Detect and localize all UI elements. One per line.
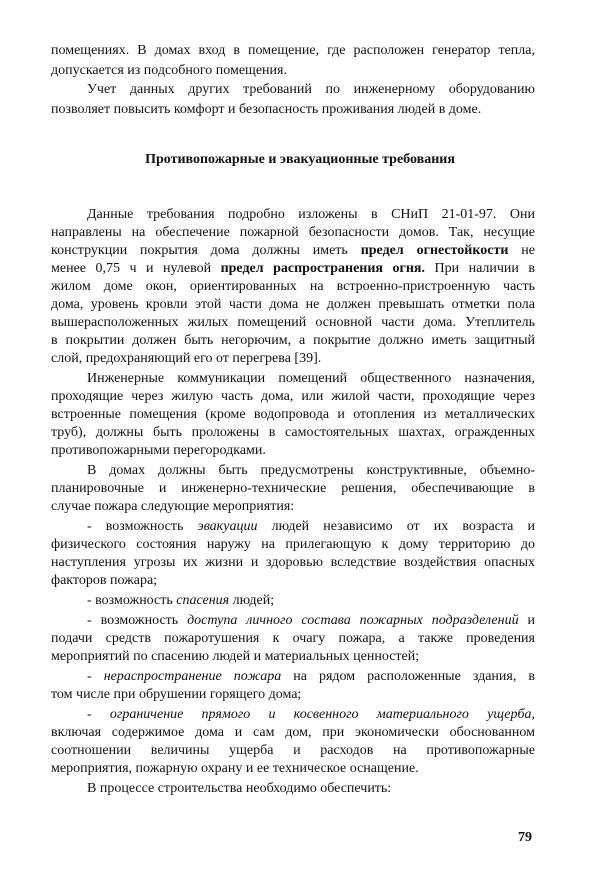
p1-line-4-text-c: При наличии в	[434, 261, 536, 276]
bullet-3-text-c: и	[527, 613, 536, 628]
intro-line-2: допускается из подсобного помещения.	[51, 63, 287, 78]
p1-line-8: в покрытии должен быть негорючим, а покрытие должно иметь защитный	[51, 333, 535, 348]
p2-line-1: Инженерные коммуникации помещений общественного назначения,	[87, 371, 535, 386]
p1-line-3-text-c: не	[521, 243, 536, 258]
fire-resistance-term: предел огнестойкости	[360, 243, 509, 258]
p1-line-9: слой, предохраняющий его от перегрева [39].	[51, 351, 322, 366]
intro-line-1: помещениях. В домах вход в помещение, где расположен генератор тепла,	[51, 43, 535, 58]
p3-line-1: В домах должны быть предусмотрены конструктивные, объемно-	[87, 463, 535, 478]
section-heading: Противопожарные и эвакуационные требования	[145, 152, 455, 167]
bullet-1-line-1	[87, 518, 535, 536]
bullet-3-text-a: - возможность	[87, 613, 179, 628]
bullet-5-line-4: мероприятия, пожарную охрану и ее техническое оснащение.	[51, 761, 419, 776]
rescue-term: спасения	[176, 593, 230, 608]
p1-line-5: жилом доме окон, ориентированных на встроенно-пристроенную часть	[51, 279, 535, 294]
p3-line-3: случае пожара следующие мероприятия:	[51, 499, 295, 514]
bullet-4-line-2: том числе при обрушении горящего дома;	[51, 687, 302, 702]
p1-line-1: Данные требования подробно изложены в СНиП 21-01-97. Они	[87, 207, 535, 222]
bullet-5-line-1	[87, 706, 535, 724]
p1-line-3-text-a: конструкции покрытия дома должны иметь	[51, 243, 348, 258]
bullet-1-text-a: - возможность	[87, 519, 184, 534]
bullet-5-text-a: -	[87, 707, 92, 722]
bullet-4-text-a: -	[87, 669, 92, 684]
p2-line-3: встроенные помещения (кроме водопровода и отопления из металлических	[51, 407, 535, 422]
p2-line-5: противопожарными перегородками.	[51, 443, 266, 458]
p1-line-7: вышерасположенных жилых помещений основной части дома. Утеплитель	[51, 315, 535, 330]
closing-line: В процессе строительства необходимо обеспечить:	[87, 781, 392, 796]
bullet-1-line-3: наступления угрозы их жизни и здоровью вследствие воздействия опасных	[51, 555, 535, 570]
bullet-5-line-2: включая содержимое дома и сам дом, при экономически обоснованном	[51, 725, 535, 740]
p1-line-4-text-a: менее 0,75 ч и нулевой	[51, 261, 212, 276]
p3-line-2: планировочные и инженерно-технические решения, обеспечивающие в	[51, 481, 535, 496]
bullet-5-line-3: соотношении величины ущерба и расходов на противопожарные	[51, 743, 535, 758]
bullet-4-text-c: на рядом расположенные здания, в	[293, 669, 535, 684]
intro-line-4: позволяет повысить комфорт и безопасность проживания людей в доме.	[51, 102, 482, 117]
bullet-3-line-2: подачи средств пожаротушения к очагу пожара, а также проведения	[51, 631, 535, 646]
bullet-2-line-1	[87, 592, 535, 610]
bullet-3-line-3: мероприятий по спасению людей и материальных ценностей;	[51, 649, 420, 664]
bullet-3-line-1	[87, 612, 535, 630]
bullet-2-text-a: - возможность	[87, 593, 173, 608]
p1-line-6: дома, уровень кровли этой части дома не должен превышать отметки пола	[51, 297, 535, 312]
intro-line-3: Учет данных других требований по инженерному оборудованию	[87, 82, 535, 97]
page-number: 79	[518, 830, 532, 845]
fire-spread-term: предел распространения огня.	[220, 261, 425, 276]
p2-line-4: труб), должны быть проложены в самостоятельных шахтах, огражденных	[51, 425, 535, 440]
access-term: доступа личного состава пожарных подразделений	[187, 613, 519, 628]
p1-line-4	[51, 260, 535, 278]
non-spread-term: нераспространение пожара	[103, 669, 282, 684]
bullet-4-line-1	[87, 668, 535, 686]
evacuation-term: эвакуации	[197, 519, 258, 534]
bullet-1-text-c: людей независимо от их возраста и	[271, 519, 536, 534]
p1-line-3	[51, 242, 535, 260]
bullet-2-text-c: людей;	[232, 593, 275, 608]
damage-limit-term: ограничение прямого и косвенного материального ущерба,	[109, 707, 535, 722]
bullet-1-line-2: физического состояния наружу на прилегающую к дому территорию до	[51, 537, 535, 552]
p2-line-2: проходящие через жилую часть дома, или жилой части, проходящие через	[51, 389, 535, 404]
p1-line-2: направлены на обеспечение пожарной безопасности домов. Так, несущие	[51, 225, 535, 240]
bullet-1-line-4: факторов пожара;	[51, 573, 158, 588]
